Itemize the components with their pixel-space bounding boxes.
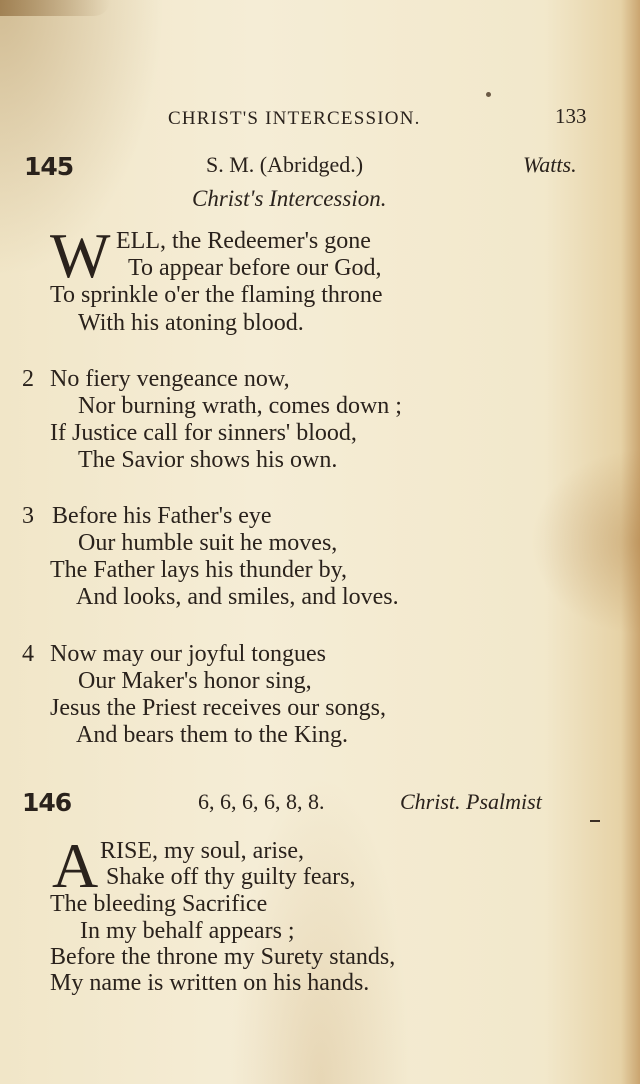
running-header: CHRIST'S INTERCESSION. [168, 108, 421, 129]
hymn-meter-146: 6, 6, 6, 6, 8, 8. [198, 789, 325, 814]
verse-line: In my behalf appears ; [80, 918, 295, 944]
drop-cap-a: A [52, 830, 99, 901]
page-number: 133 [555, 104, 587, 128]
hymn-subtitle-145: Christ's Intercession. [192, 186, 387, 211]
verse-line: No fiery vengeance now, [50, 366, 290, 392]
verse-line: The Savior shows his own. [78, 447, 338, 473]
verse-line: With his atoning blood. [78, 310, 304, 336]
verse-line: Our Maker's honor sing, [78, 668, 312, 694]
verse-line: To appear before our God, [128, 255, 382, 281]
hymn-number-145: 145 [24, 152, 74, 181]
hymn-number-146: 146 [22, 788, 72, 817]
verse-line: ELL, the Redeemer's gone [116, 228, 371, 254]
drop-cap-w: W [50, 220, 111, 291]
verse-line: And bears them to the King. [76, 722, 348, 748]
verse-line: My name is written on his hands. [50, 970, 370, 996]
decorative-mark [590, 820, 600, 822]
verse-line: The Father lays his thunder by, [50, 557, 348, 583]
hymn-author-145: Watts. [523, 152, 577, 177]
verse-number: 2 [22, 366, 34, 392]
verse-line: If Justice call for sinners' blood, [50, 420, 357, 446]
hymn-meter-145: S. M. (Abridged.) [206, 152, 364, 177]
verse-line: To sprinkle o'er the flaming throne [50, 282, 383, 308]
verse-line: RISE, my soul, arise, [100, 838, 304, 864]
verse-line: Nor burning wrath, comes down ; [78, 393, 402, 419]
verse-line: Jesus the Priest receives our songs, [50, 695, 386, 721]
verse-line: Our humble suit he moves, [78, 530, 338, 556]
verse-number: 4 [22, 641, 34, 667]
verse-line: Before the throne my Surety stands, [50, 944, 396, 970]
verse-line: The bleeding Sacrifice [50, 891, 268, 917]
verse-number: 3 [22, 503, 34, 529]
verse-line: Before his Father's eye [52, 503, 272, 529]
ink-speck [486, 92, 491, 97]
page-stain [0, 0, 110, 16]
verse-line: And looks, and smiles, and loves. [76, 584, 399, 610]
verse-line: Shake off thy guilty fears, [106, 864, 356, 890]
verse-line: Now may our joyful tongues [50, 641, 326, 667]
hymn-author-146: Christ. Psalmist [400, 789, 542, 814]
